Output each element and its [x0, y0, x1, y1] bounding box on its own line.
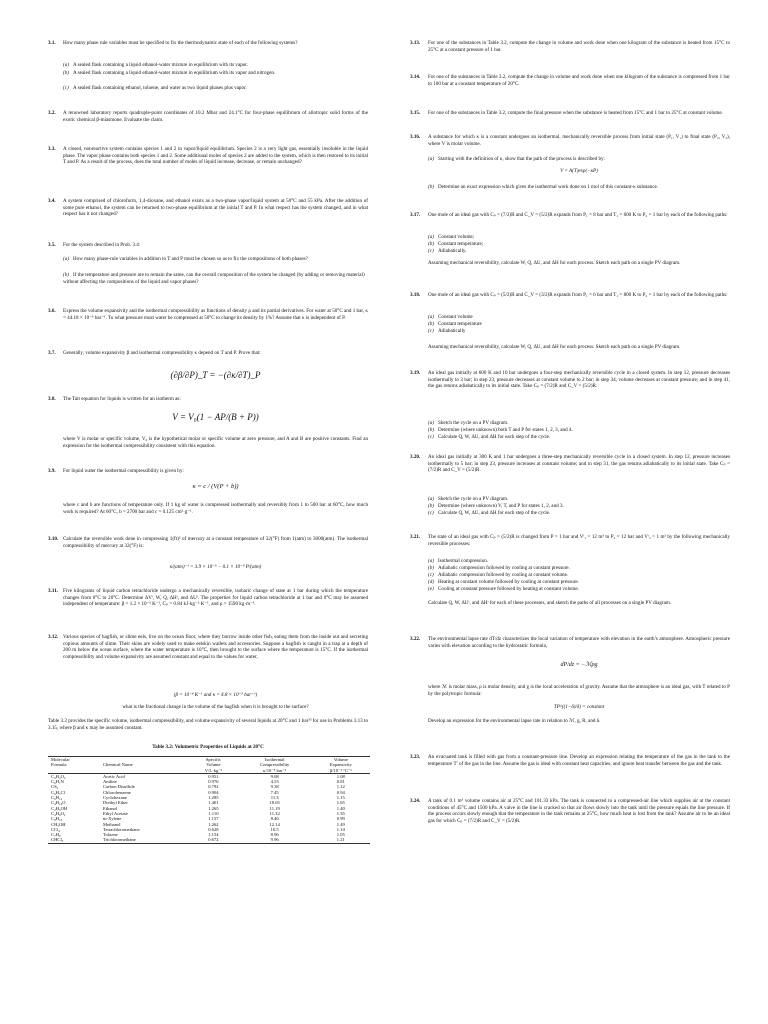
part-a: (a) Starting with the definition of κ, show that the path of the process is described by:: [428, 156, 605, 162]
part-a: (a) Sketch the cycle on a PV diagram.: [428, 496, 509, 502]
part-a: (a) Constant volume: [428, 314, 473, 320]
problem-number: 3.3.: [48, 146, 56, 152]
problem-text: A closed, nonreactive system contains species 1 and 2 in vapor/liquid equilibrium. Species 2 is a very light gas, essentially insoluble in the liquid phase. The vapor phase contains both species 1 and 2. Some additional moles of species 2 are added to the system, which is then restored to its initial T and P. As a result of the process, does the total number of moles of liquid increase, decrease, or remain unchanged?: [63, 146, 368, 165]
problem-number: 3.21.: [410, 534, 421, 540]
problem-text: For one of the substances in Table 3.2, compute the change in volume and work done when one kilogram of the substance is compressed from 1 bar to 100 bar at a constant temperature of 20°C.: [428, 74, 730, 87]
part-b: (b) If the temperature and pressure are to remain the same, can the overall composition of the system be changed (by adding or removing material) without affecting the compositions of the liquid and vapor phases?: [63, 272, 365, 285]
problem-number: 3.12.: [48, 634, 59, 640]
part-b: (b) Determine an exact expression which gives the isothermal work done on 1 mol of this constant-κ substance.: [428, 184, 658, 190]
problem-number: 3.1.: [48, 40, 56, 46]
problem-number: 3.22.: [410, 636, 421, 642]
part-b: (b) Adiabatic compression followed by cooling at constant pressure.: [428, 565, 570, 571]
problem-number: 3.20.: [410, 454, 421, 460]
problem-text-after: Assuming mechanical reversibility, calculate W, Q, ΔU, and ΔH for each process. Sketch each path on a single PV diagram.: [428, 344, 681, 350]
table-row: C₆H₁₂ Cyclohexane 1.285 11.3 1.15: [51, 795, 345, 801]
equation: V = A(T)exp(−κP): [560, 168, 598, 174]
part-b: (b) A sealed flask containing a liquid ethanol-water mixture in equilibrium with its vapor and nitrogen.: [63, 70, 276, 76]
problem-text: Various species of hagfish, or slime eels, live on the ocean floor, where they burrow inside other fish, eating them from the inside out and secreting copious amounts of slime. Their skins are widely used to make eelskin wallets and accessories. Suppose a hagfish is caught in a trap at a depth of 200 m below the ocean surface, where the water temperature is 10°C, then brought to the surface where the temperature is 15°C. If the isothermal compressibility and volume expansivity are assumed constant and equal to the values for water,: [63, 634, 368, 660]
table-row: C₈H₁₀ m-Xylene 1.157 8.46 0.99: [51, 816, 345, 822]
equation: (∂β/∂P)_T = −(∂κ/∂T)_P: [170, 370, 261, 380]
equation: (β = 10⁻⁴ K⁻¹ and κ = 4.8 × 10⁻⁵ bar⁻¹): [173, 692, 258, 698]
problem-number: 3.24.: [410, 798, 421, 804]
table-row: C₂H₄O₂ Acetic Acid 0.951 9.08 1.08: [51, 773, 345, 779]
part-c: (c) Adiabatic compression followed by cooling at constant volume.: [428, 572, 569, 578]
part-b: (b) Constant temperature;: [428, 241, 484, 247]
problem-number: 3.10.: [48, 536, 59, 542]
part-b: (b) Constant temperature: [428, 321, 482, 327]
problem-number: 3.23.: [410, 754, 421, 760]
problem-text: The environmental lapse rate dT/dz characterizes the local variation of temperature with elevation in the earth’s atmosphere. Atmospheric pressure varies with elevation according to the hydrostatic formula,: [428, 636, 730, 649]
problem-text: For the system described in Prob. 3.4:: [63, 242, 141, 248]
table-row: CHCl₃ Trichloromethane 0.672 9.96 1.21: [48, 837, 370, 843]
problem-text: One mole of an ideal gas with Cₚ = (5/2)R and C_V = (3/2)R expands from P₁ = 6 bar and T₁ = 800 K to P₂ = 1 bar by each of the following paths:: [428, 292, 728, 298]
equation: κ/(atm)⁻¹ = 3.9 × 10⁻⁶ − 0.1 × 10⁻⁹ P/(atm): [169, 564, 262, 570]
problem-number: 3.6.: [48, 308, 56, 314]
part-c: (c) Calculate Q, W, ΔU, and ΔH for each step of the cycle.: [428, 434, 551, 440]
problem-number: 3.16.: [410, 134, 421, 140]
problem-text-after: where V is molar or specific volume, V₀ is the hypothetical molar or specific volume at zero pressure, and A and B are positive constants. Find an expression for the isothermal compressibility consistent with this equation.: [63, 436, 368, 449]
part-b: (b) Determine (where unknown) V, T, and P for states 1, 2, and 3.: [428, 503, 564, 509]
problem-number: 3.2.: [48, 110, 56, 116]
table-row: C₄H₁₀O Diethyl Ether 1.401 18.65 1.65: [51, 800, 345, 806]
problem-text-after: what is the fractional change in the volume of the hagfish when it is brought to the surface?: [122, 704, 309, 710]
problem-text: An ideal gas initially at 300 K and 1 bar undergoes a three-step mechanically reversible cycle in a closed system. In step 12, pressure increases isothermally to 5 bar; in step 23, pressure increases at constant volume; and in step 31, the gas returns adiabatically to its initial state. Take Cₚ = (7/2)R and C_V = (5/2)R.: [428, 454, 730, 473]
part-a: (a) Sketch the cycle on a PV diagram.: [428, 420, 509, 426]
part-a: (a) A sealed flask containing a liquid ethanol-water mixture in equilibrium with its vapor.: [63, 62, 248, 68]
part-a: (a) How many phase-rule variables in addition to T and P must be chosen so as to fix the compositions of both phases?: [63, 256, 308, 262]
part-c: (c) Adiabatically: [428, 328, 466, 334]
problem-text: Five kilograms of liquid carbon tetrachloride undergo a mechanically reversible, isobaric change of state at 1 bar during which the temperature changes from 0°C to 20°C. Determine ΔVᵗ, W, Q, ΔHᵗ, and ΔUᵗ. The properties for liquid carbon tetrachloride at 1 bar and 0°C may be assumed independent of temperature: β = 1.2 × 10⁻³ K⁻¹, Cₚ = 0.84 kJ·kg⁻¹·K⁻¹, and ρ = 1590 kg·m⁻³.: [63, 588, 368, 607]
problem-text-after-2: Develop an expression for the environmental lapse rate in relation to ℳ, g, R, and δ.: [428, 718, 601, 724]
table-row: C₆H₇N Aniline 0.976 4.53 0.81: [51, 779, 345, 785]
problem-number: 3.18.: [410, 292, 421, 298]
part-c: (c) Calculate Q, W, ΔU, and ΔH for each step of the cycle.: [428, 510, 551, 516]
part-a: (a) Isothermal compression.: [428, 558, 489, 564]
problem-text-after: Assuming mechanical reversibility, calculate W, Q, ΔU, and ΔH for each process. Sketch each path on a single PV diagram.: [428, 260, 681, 266]
problem-text: A renowned laboratory reports quadruple-point coordinates of 10.2 Mbar and 24.1°C for four-phase equilibrium of allotropic solid forms of the exotic chemical β-miasmone. Evaluate the claim.: [63, 110, 368, 123]
problem-text: The Tait equation for liquids is written for an isotherm as:: [63, 396, 181, 402]
problem-text: An evacuated tank is filled with gas from a constant-pressure line. Develop an expression relating the temperature of the gas in the tank to the temperature T′ of the gas in the line. Assume the gas is ideal with constant heat capacities, and ignore heat transfer between the gas and the tank.: [428, 754, 730, 767]
problem-number: 3.19.: [410, 370, 421, 376]
problem-number: 3.7.: [48, 350, 56, 356]
table-note: Table 3.2 provides the specific volume, isothermal compressibility, and volume expansivity of several liquids at 20°C and 1 bar²³ for use in Problems 3.13 to 3.15, where β and κ may be assumed constant.: [48, 718, 368, 731]
table-header-row: Formula Chemical Name Volume Compressibility Expansivity: [51, 762, 352, 768]
problem-number: 3.9.: [48, 468, 56, 474]
problem-number: 3.4.: [48, 198, 56, 204]
part-c: (c) Adiabatically.: [428, 248, 467, 254]
problem-text: A substance for which κ is a constant undergoes an isothermal, mechanically reversible process from initial state (P₁, V₁) to final state (P₂, V₂), where V is molar volume.: [428, 134, 730, 147]
part-a: (a) Constant volume;: [428, 234, 475, 240]
problem-text: For liquid water the isothermal compressibility is given by:: [63, 468, 184, 474]
problem-text: The state of an ideal gas with Cₚ = (5/2)R is changed from P = 1 bar and Vᵗ₁ = 12 m³ to P₂ = 12 bar and Vᵗ₂ = 1 m³ by the following mechanically reversible processes:: [428, 534, 730, 547]
table-row: C₄H₈O₂ Ethyl Acetate 1.110 11.32 1.35: [51, 810, 345, 816]
problem-text: For one of the substances in Table 3.2, compute the final pressure when the substance is heated from 15°C and 1 bar to 25°C at constant volume.: [428, 110, 723, 116]
problem-number: 3.15.: [410, 110, 421, 116]
part-e: (e) Cooling at constant pressure followed by heating at constant volume.: [428, 586, 579, 592]
problem-text-after: Calculate Q, W, ΔUᵗ, and ΔHᵗ for each of these processes, and sketch the paths of all processes on a single PV diagram.: [428, 600, 672, 606]
part-d: (d) Heating at constant volume followed by cooling at constant pressure.: [428, 579, 579, 585]
volumetric-properties-table: [48, 756, 370, 844]
table-row: C₂H₅OH Ethanol 1.265 11.19 1.40: [51, 805, 345, 811]
equation: κ = c / (V(P + b)): [192, 483, 239, 490]
problem-text: For one of the substances in Table 3.2, compute the change in volume and work done when one kilogram of the substance is heated from 15°C to 25°C at a constant pressure of 1 bar.: [428, 40, 730, 53]
table-caption: Table 3.2: Volumetric Properties of Liquids at 20°C: [152, 744, 264, 750]
problem-text: Calculate the reversible work done in compressing 1(ft)³ of mercury at a constant temperature of 32(°F) from 1(atm) to 3000(atm). The isothermal compressibility of mercury at 32(°F) is:: [63, 536, 368, 549]
problem-number: 3.17.: [410, 212, 421, 218]
problem-text: How many phase rule variables must be specified to fix the thermodynamic state of each of the following systems?: [63, 40, 298, 46]
equation-polytropic: TP^((1−δ)/δ) = constant: [553, 704, 605, 710]
problem-number: 3.8.: [48, 396, 56, 402]
part-c: (c) A sealed flask containing ethanol, toluene, and water as two liquid phases plus vapor.: [63, 85, 247, 91]
table-header-row: Molecular Specific Isothermal Volume: [48, 757, 370, 763]
problem-text: Express the volume expansivity and the isothermal compressibility as functions of density ρ and its partial derivatives. For water at 50°C and 1 bar, κ = 44.18 × 10⁻⁶ bar⁻¹. To what pressure must water be compressed at 50°C to change its density by 1%? Assume that κ is independent of P.: [63, 308, 368, 321]
problem-text: One mole of an ideal gas with Cₚ = (7/2)R and C_V = (5/2)R expands from P₁ = 8 bar and T₁ = 600 K to P₂ = 1 bar by each of the following paths:: [428, 212, 728, 218]
table-row: CH₃OH Methanol 1.262 12.14 1.49: [51, 821, 345, 827]
problem-text: An ideal gas initially at 600 K and 10 bar undergoes a four-step mechanically reversible cycle in a closed system. In step 12, pressure decreases isothermally to 3 bar; in step 23, pressure decreases at constant volume to 2 bar; in step 34, volume decreases at constant pressure; and in step 41, the gas returns adiabatically to its initial state. Take Cₚ = (7/2)R and C_V = (5/2)R.: [428, 370, 730, 389]
problem-text-after: where ℳ is molar mass, ρ is molar density, and g is the local acceleration of gravity. Assume that the atmosphere is an ideal gas, with T related to P by the polytropic formula:: [428, 684, 730, 697]
table-row: C₆H₅Cl Chlorobenzene 0.904 7.45 0.94: [51, 789, 345, 795]
table-row: CS₂ Carbon Disulfide 0.792 9.38 1.12: [51, 784, 345, 790]
problem-number: 3.14.: [410, 74, 421, 80]
problem-number: 3.5.: [48, 242, 56, 248]
equation: V = V₀(1 − AP/(B + P)): [172, 412, 259, 422]
table-row: CCl₄ Tetrachloromethane 0.628 10.5 1.14: [51, 826, 345, 832]
problem-number: 3.11.: [48, 588, 58, 594]
problem-text-after: where c and b are functions of temperature only. If 1 kg of water is compressed isothermally and reversibly from 1 to 500 bar at 60°C, how much work is required? At 60°C, b = 2700 bar and c = 0.125 cm³·g⁻¹.: [63, 502, 368, 515]
problem-text: Generally, volume expansivity β and isothermal compressibility κ depend on T and P. Prove that:: [63, 350, 261, 356]
problem-number: 3.13.: [410, 40, 421, 46]
part-b: (b) Determine (where unknown) both T and P for states 1, 2, 3, and 4.: [428, 427, 573, 433]
equation: dP/dz = −ℳρg: [560, 662, 598, 668]
problem-text: A tank of 0.1 m³ volume contains air at 25°C and 101.33 kPa. The tank is connected to a compressed-air line which supplies air at the constant conditions of 45°C and 1500 kPa. A valve in the line is cracked so that air flows slowly into the tank until the pressure equals the line pressure. If the process occurs slowly enough that the temperature in the tank remains at 25°C, how much heat is lost from the tank? Assume air to be an ideal gas for which Cₚ = (7/2)R and C_V = (5/2)R.: [428, 798, 730, 824]
problem-text: A system comprised of chloroform, 1,4-dioxane, and ethanol exists as a two-phase vapor/liquid system at 50°C and 55 kPa. After the addition of some pure ethanol, the system can be returned to two-phase equilibrium at the initial T and P. In what respect has the system changed, and in what respect has it not changed?: [63, 198, 368, 217]
table-row: C₇H₈ Toluene 1.154 8.96 1.05: [51, 832, 345, 838]
table-header-row: V/L·kg⁻¹ κ/10⁻⁵ bar⁻¹ β/10⁻³ °C⁻¹: [48, 768, 370, 774]
